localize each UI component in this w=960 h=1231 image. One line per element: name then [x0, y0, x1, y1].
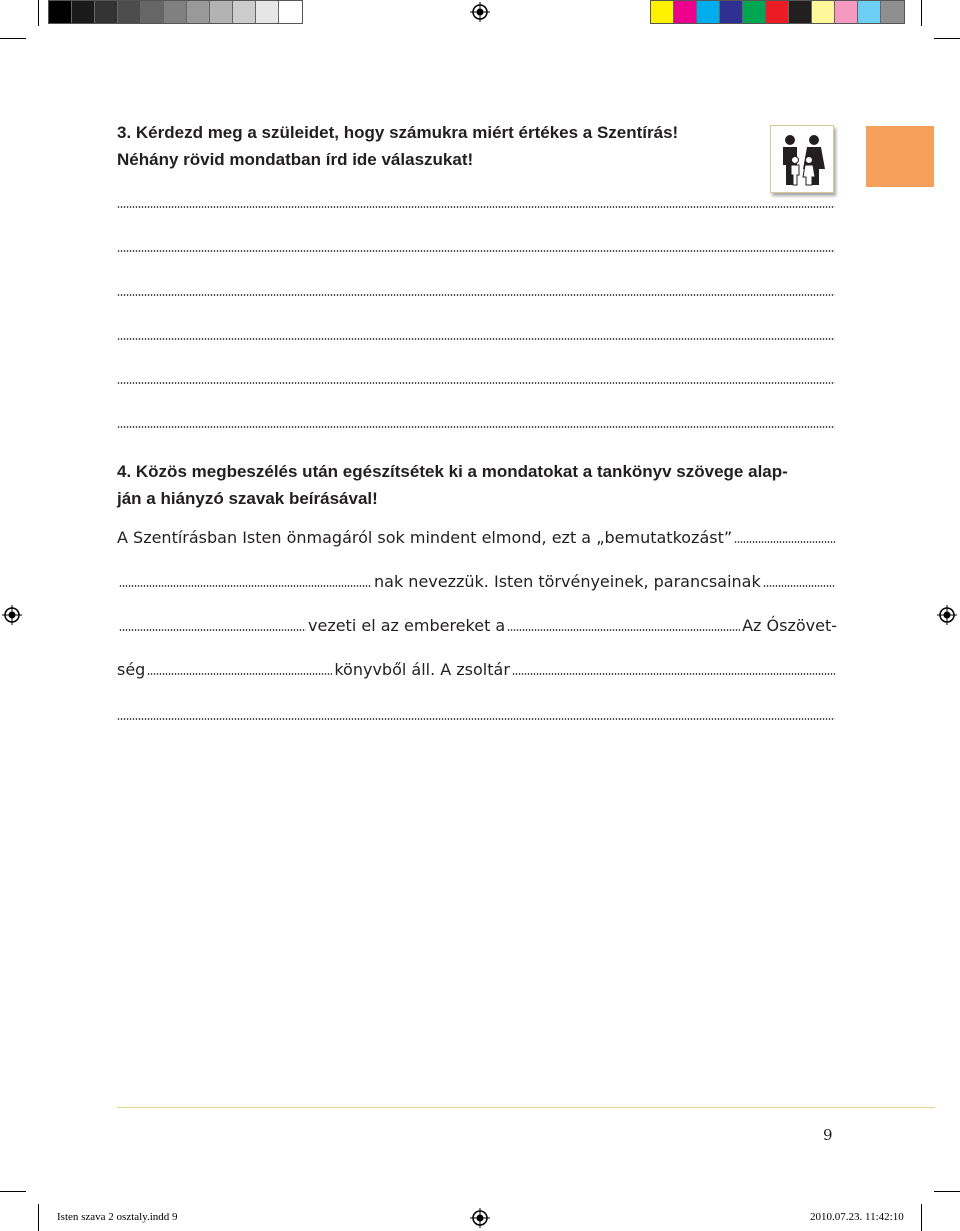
page-number: 9 — [823, 1126, 833, 1144]
answer-line[interactable] — [117, 250, 835, 252]
task-4-line-2: ján a hiányzó szavak beírásával! — [117, 489, 378, 508]
answer-line[interactable] — [117, 382, 835, 384]
crop-mark — [934, 38, 960, 39]
calibration-swatch — [674, 1, 697, 23]
calibration-swatch — [141, 1, 164, 23]
crop-mark — [0, 38, 26, 39]
task-3-instruction — [117, 119, 839, 173]
answer-line[interactable] — [117, 294, 835, 296]
calibration-swatch — [256, 1, 279, 23]
calibration-swatch — [881, 1, 904, 23]
cloze-text: nak nevezzük. Isten törvényeinek, parancsainak — [374, 572, 761, 591]
crop-mark — [38, 0, 39, 26]
task-4-instruction — [117, 458, 839, 512]
blank-field[interactable] — [734, 541, 835, 543]
calibration-swatch — [766, 1, 789, 23]
slug-file-name: Isten szava 2 osztaly.indd 9 — [57, 1211, 178, 1223]
calibration-swatch — [210, 1, 233, 23]
cloze-text: vezeti el az embereket a — [308, 616, 506, 635]
calibration-swatch — [720, 1, 743, 23]
slug-timestamp: 2010.07.23. 11:42:10 — [810, 1211, 904, 1223]
calibration-swatch — [118, 1, 141, 23]
cloze-text: A Szentírásban Isten önmagáról sok mindent elmond, ezt a „bemutatkozást” — [117, 528, 733, 547]
calibration-swatch — [835, 1, 858, 23]
blank-field[interactable] — [147, 673, 332, 675]
registration-mark-icon — [2, 605, 22, 625]
calibration-swatch — [233, 1, 256, 23]
footer-rule — [117, 1107, 935, 1108]
calibration-swatch — [743, 1, 766, 23]
crop-mark — [921, 1204, 922, 1231]
calibration-swatch — [72, 1, 95, 23]
cloze-line-1 — [117, 528, 837, 547]
calibration-swatch — [789, 1, 812, 23]
cloze-line-4 — [117, 660, 837, 679]
cloze-line-3 — [117, 616, 837, 635]
cloze-line-2 — [117, 572, 837, 591]
calibration-swatch — [697, 1, 720, 23]
blank-field[interactable] — [507, 629, 740, 631]
task-3-line-2: Néhány rövid mondatban írd ide válaszukat! — [117, 150, 474, 169]
task-4-line-1: 4. Közös megbeszélés után egészítsétek ki a mondatokat a tankönyv szövege alap- — [117, 462, 788, 481]
answer-line[interactable] — [117, 338, 835, 340]
family-icon-box — [770, 125, 834, 193]
calibration-swatch — [164, 1, 187, 23]
cloze-text: Az Ószövet- — [742, 616, 837, 635]
blank-field[interactable] — [119, 629, 306, 631]
grayscale-calibration-strip — [48, 0, 303, 24]
calibration-swatch — [95, 1, 118, 23]
chapter-color-tab — [866, 126, 934, 187]
blank-field[interactable] — [763, 585, 835, 587]
crop-mark — [934, 1191, 960, 1192]
calibration-swatch — [812, 1, 835, 23]
cloze-text: könyvből áll. A zsoltár — [334, 660, 510, 679]
calibration-swatch — [651, 1, 674, 23]
color-calibration-strip — [650, 0, 905, 24]
answer-line[interactable] — [117, 718, 835, 720]
registration-mark-icon — [470, 2, 490, 22]
registration-mark-icon — [937, 605, 957, 625]
task-3-line-1: 3. Kérdezd meg a szüleidet, hogy számukra miért értékes a Szentírás! — [117, 123, 679, 142]
blank-field[interactable] — [512, 673, 835, 675]
crop-mark — [921, 0, 922, 26]
calibration-swatch — [49, 1, 72, 23]
crop-mark — [38, 1204, 39, 1231]
cloze-text: ség — [117, 660, 146, 679]
answer-line[interactable] — [117, 426, 835, 428]
answer-line[interactable] — [117, 206, 835, 208]
registration-mark-icon — [470, 1208, 490, 1228]
crop-mark — [0, 1191, 26, 1192]
calibration-swatch — [858, 1, 881, 23]
family-icon — [771, 126, 833, 192]
blank-field[interactable] — [119, 585, 372, 587]
calibration-swatch — [279, 1, 302, 23]
calibration-swatch — [187, 1, 210, 23]
